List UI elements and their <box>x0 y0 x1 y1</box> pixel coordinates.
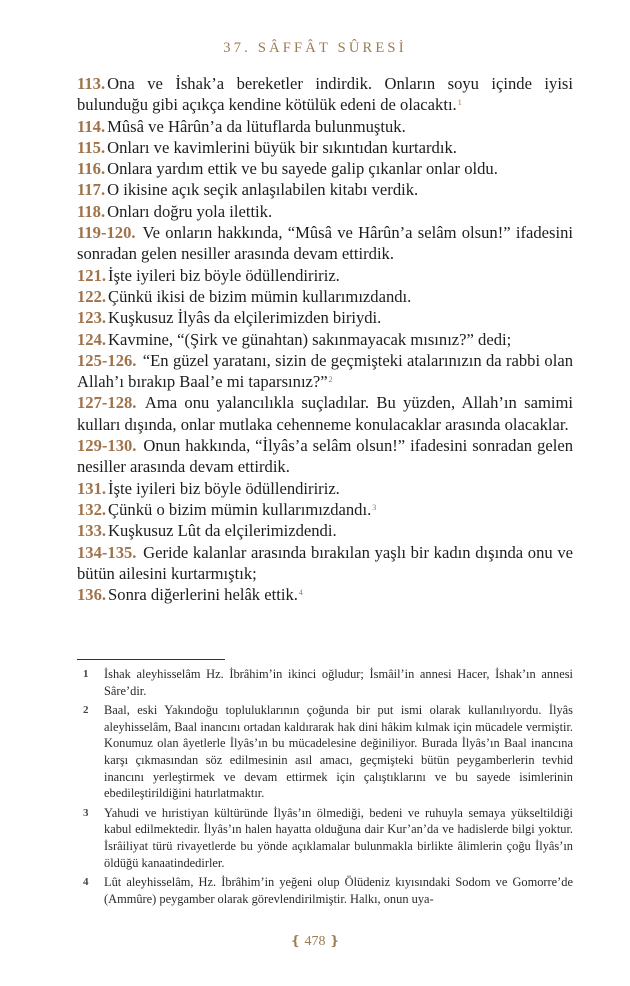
verse <box>77 201 573 222</box>
page-number-text: 478 <box>304 934 326 949</box>
verse-number: 117. <box>77 180 106 200</box>
footnote-number: 2 <box>83 704 89 717</box>
verse <box>77 435 573 478</box>
footnote-number: 1 <box>83 668 89 680</box>
footnote <box>77 805 573 871</box>
verse-number: 116. <box>77 159 106 179</box>
verse-number: 113. <box>77 74 106 93</box>
verse <box>77 137 573 158</box>
verse-text: Sonra diğerlerini helâk ettik. <box>108 585 298 605</box>
verse <box>77 478 573 499</box>
verse <box>77 329 573 350</box>
verse-text: Ona ve İshak’a bereketler indirdik. Onların soyu içinde iyisi bulunduğu gibi açıkça kendine kötülük edeni de olacaktı. <box>77 74 573 115</box>
footnote-text: İshak aleyhisselâm Hz. İbrâhim’in ikinci oğludur; İsmâil’in annesi Hacer, İshak’ın annesi Sâre’dir. <box>104 667 573 698</box>
verse-text: Kuşkusuz İlyâs da elçilerimizden biriydi. <box>108 308 382 328</box>
verse <box>77 542 573 585</box>
verse-text: Kavmine, “(Şirk ve günahtan) sakınmayacak mısınız?” dedi; <box>108 329 512 349</box>
footnote <box>77 666 573 699</box>
verse <box>77 265 573 286</box>
verse-number: 129-130. <box>77 436 137 456</box>
verse-number: 115. <box>77 137 106 157</box>
footnote-text: Yahudi ve hıristiyan kültüründe İlyâs’ın ölmediği, bedeni ve ruhuyla semaya yükseltildiği kabul edilmektedir. İlyâs’ın halen hayatta olduğuna dair Kur’an’da ve hadislerde bilgi yoktur. İsrâiliyat türü rivayetlerde bu yönde açıklamalar bulunmakla birlikte âlimlerin çoğu İlyâs’ın öldüğü kanaatindedirler. <box>104 805 573 870</box>
footnote-ref[interactable]: 2 <box>328 375 333 385</box>
verse-number: 114. <box>77 116 106 136</box>
verse-number: 132. <box>77 499 107 519</box>
verse-number: 125-126. <box>77 350 137 370</box>
verse-list <box>77 73 573 605</box>
footnote-number: 3 <box>83 806 89 819</box>
footnote-text: Baal, eski Yakındoğu topluluklarının çoğunda bir put ismi olarak kullanılıyordu. İlyâs aleyhisselâm, Baal inancını ortadan kaldırarak hak dini hâkim kılmak için mücadele vermiştir. Konumuz olan âyetlerle İlyâs’ın bu mücadelesine değiniliyor. Burada İlyâs’ın Baal inancına karşı çıkmasından söz edilmesinin asıl amacı, geçmişteki bütün peygamberlerin tevhid inancını yerleştirmek ve devam ettirmek için çalıştıklarını ve bu sayede isimlerinin ebedileştirildiğini hatırlatmaktır. <box>104 703 573 801</box>
verse-number: 133. <box>77 521 107 541</box>
verse-text: Çünkü ikisi de bizim mümin kullarımızdandı. <box>108 286 412 306</box>
verse <box>77 520 573 541</box>
verse <box>77 307 573 328</box>
verse-number: 119-120. <box>77 223 136 243</box>
ornament-right-icon: ❵ <box>329 933 340 948</box>
verse-text: Ama onu yalancılıkla suçladılar. Bu yüzden, Allah’ın samimi kulları dışında, onlar mutlaka cehenneme konulacaklar arasında olacaklar. <box>77 393 573 434</box>
footnote-text: Lût aleyhisselâm, Hz. İbrâhim’in yeğeni olup Ölüdeniz kıyısındaki Sodom ve Gomorre’de (Ammûre) peygamber olarak görevlendirilmiştir. Halkı, onun uya- <box>104 875 573 906</box>
footnote-list <box>77 666 573 910</box>
footnote-ref[interactable]: 3 <box>372 502 377 512</box>
verse <box>77 350 573 393</box>
verse-number: 127-128. <box>77 393 137 413</box>
verse-number: 124. <box>77 329 107 349</box>
verse-text: Onlara yardım ettik ve bu sayede galip çıkanlar onlar oldu. <box>107 159 498 179</box>
verse <box>77 222 573 265</box>
verse-text: Onları ve kavimlerini büyük bir sıkıntıdan kurtardık. <box>107 137 457 157</box>
verse-text: Kuşkusuz Lût da elçilerimizdendi. <box>108 521 337 541</box>
verse-text: Onun hakkında, “İlyâs’a selâm olsun!” ifadesini sonradan gelen nesiller arasında devam ettirdik. <box>77 436 573 477</box>
verse-text: Ve onların hakkında, “Mûsâ ve Hârûn’a selâm olsun!” ifadesini sonradan gelen nesiller arasında devam ettirdik. <box>77 223 573 264</box>
verse <box>77 179 573 200</box>
footnote-ref[interactable]: 1 <box>457 98 462 108</box>
verse <box>77 286 573 307</box>
verse-number: 131. <box>77 478 107 498</box>
verse-text: “En güzel yaratanı, sizin de geçmişteki atalarınızın da rabbi olan Allah’ı bırakıp Baal’e mi taparsınız?” <box>77 350 573 392</box>
verse-text: Çünkü o bizim mümin kullarımızdandı. <box>108 499 372 519</box>
verse-number: 123. <box>77 308 107 328</box>
verse-text: İşte iyileri biz böyle ödüllendiririz. <box>108 478 340 498</box>
verse-number: 118. <box>77 201 106 221</box>
verse <box>77 73 573 116</box>
footnote-number: 4 <box>83 876 89 889</box>
verse-number: 136. <box>77 585 107 605</box>
verse-text: Geride kalanlar arasında bırakılan yaşlı bir kadın dışında onu ve bütün ailesini kurtarmıştık; <box>77 542 573 583</box>
verse-text: Onları doğru yola ilettik. <box>107 201 273 221</box>
verse <box>77 584 573 605</box>
verse <box>77 392 573 435</box>
surah-header: 37. SÂFFÂT SÛRESİ <box>223 40 407 56</box>
footnote <box>77 702 573 802</box>
verse <box>77 158 573 179</box>
footnote <box>77 874 573 907</box>
verse-text: Mûsâ ve Hârûn’a da lütuflarda bulunmuştuk. <box>107 116 406 136</box>
verse-number: 134-135. <box>77 542 137 562</box>
verse-text: O ikisine açık seçik anlaşılabilen kitabı verdik. <box>107 180 419 200</box>
verse <box>77 116 573 137</box>
verse-number: 121. <box>77 265 107 285</box>
ornament-left-icon: ❴ <box>290 933 301 948</box>
verse-number: 122. <box>77 286 107 306</box>
verse-text: İşte iyileri biz böyle ödüllendiririz. <box>108 265 340 285</box>
verse <box>77 499 573 520</box>
footnote-ref[interactable]: 4 <box>298 588 303 598</box>
page-number <box>0 933 630 950</box>
footnote-divider <box>77 659 225 660</box>
